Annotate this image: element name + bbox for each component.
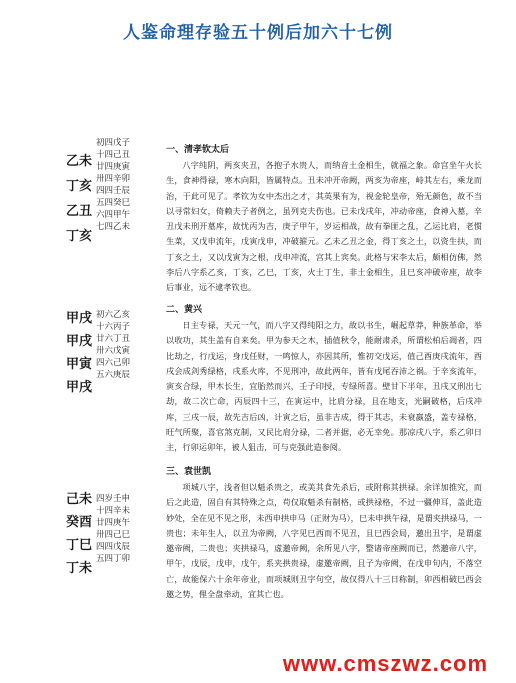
pillar: 己未 [66,492,93,507]
pillar: 丁未 [66,561,93,576]
luck-cycle: 廿四庚寅 [96,162,131,172]
luck-cycle: 卅四己巳 [96,530,131,540]
page-title: 人鉴命理存验五十例后加六十七例 [123,23,393,43]
pillar: 乙未 [66,154,93,169]
section-heading-3: 三、袁世凯 [166,467,212,477]
luck-cycle: 五六庚辰 [96,370,131,380]
section-paragraph-3: 项城八字，浅者但以魁杀贵之，或美其食先杀后，或附称其拱禄。余详加推究，而后之此造，固自有其特殊之点，苟仅取魁杀有制格，或拱禄格，不过一疆伸耳，盖此造妙处，全在见不见之形，未西申拱申马（正财为马），巳未申拱午禄，是谓夹拱禄马，一贵也；未年生人，以丑为帝阙，八字见巳西而不见丑，且巳西会局，邀出丑字，是谓虚邀帝阙，二贵也；夹拱禄马，虚邀帝阙，余所见八字，整诸帝座阙而已，然邀帝八字，甲午，戊辰，戊申，戊午，系夹拱贵禄，虚邀帝阙，且子为帝阙，在戊申句内，不落空亡，故能保六十余年帝业，而项城则丑字句空，故仅得八十三日称制，卯西相破巳西会邀之势，俚全盘牵动，宜其亡也。 [166,482,482,600]
luck-cycle: 四岁壬申 [96,494,131,504]
section-heading-2: 二、黄兴 [166,305,203,315]
luck-cycle: 卅四辛卯 [96,174,131,184]
luck-cycle: 六四甲午 [96,210,131,220]
luck-cycle: 五四癸巳 [96,198,131,208]
pillar: 乙丑 [66,204,93,219]
pillar: 癸酉 [66,515,93,530]
pillar: 甲寅 [66,357,93,372]
luck-cycle: 四四戊辰 [96,542,131,552]
pillar: 丁巳 [66,538,93,553]
luck-cycle: 四六己卯 [96,358,131,368]
luck-cycle: 五四丁卯 [96,554,131,564]
luck-cycle: 初六乙亥 [96,310,131,320]
site-watermark: www.cmszwz.com [282,651,488,676]
luck-cycle: 十四己丑 [96,150,131,160]
pillar: 丁亥 [66,229,93,244]
luck-cycle: 七四乙未 [96,222,131,232]
pillar: 丁亥 [66,179,93,194]
section-heading-1: 一、清孝钦太后 [166,145,230,155]
luck-cycle: 四四壬辰 [96,186,131,196]
luck-cycle: 初四戊子 [96,138,131,148]
pillar: 甲戌 [66,334,93,349]
luck-cycle: 廿六丁丑 [96,334,131,344]
luck-cycle: 十四辛未 [96,506,131,516]
luck-cycle: 廿四庚午 [96,518,131,528]
luck-cycle: 十六丙子 [96,322,131,332]
pillar: 甲戌 [66,311,93,326]
section-paragraph-1: 八字纯阴，两亥夹丑，各抱子水贵人，而纳音土金相生，就福之象。命宫坐午火长生，食神得禄，寒木向阳，皆属特点。丑未冲开帝阙，两亥为帝座，峙其左右，乘龙而治，于此可见了。孝钦为女中杰出之才，其英果有为，视金轮皇帝，殆无颜色，故不当以寻常妇女，倚赖夫子者例之，虽列克夫伤也。已未戊戌年，冲动帝座，食神入墓，辛丑戊未刑开墓库，故忧丙为吉，庚子甲午，岁运相战，故有拳匪之乱，乙运比肩，老惯生菜，又戊申流年，戊寅戊申，冲破箍元。乙未乙丑之金，得丁亥之土，以资生扶，而丁亥之土，又以戊寅为之根，戊申冲流，宫其上宾矣。此格与宋李太后，颇相仿佛，然李后八字系乙亥，丁亥，乙巳，丁亥，火土丁生，非土金相生，且巳亥冲破帝座，故李后事业，远不逮孝钦也。 [166,160,482,293]
section-paragraph-2: 日主专禄，天元一气，而八字又得纯阳之力，故以书生，崛起草莽，种族革命，举以收功，其生盖有自来矣。甲为参天之木，插值秋令，能耐肃杀，所谓松柏后凋者，四比劫之，行戊运，身戊任财，一鸣惊人，亦因其所，惟初交戊运，值己酉庚戌流年，酉戌会成剑秀绿格，戌系火库，不见刑冲，故此两年，皆有戊尾吞沛之祸。于辛亥流年，寅亥合绿，甲木长生，宜胎然而兴，壬子印授，专绿所喜。壁甘下半年，丑戌又刑出七劫，故二次亡命，丙辰四十三，在寅运中，比肩分禄，且在地支，光嗣破格，后戌冲库，三戌一辰，故先吉后凶，计寅之后，虽非吉成，得于其志，未衰嬴盛，盖专禄格，旺气所聚，喜官煞克制，又民比肩分禄，二者并据，必无幸免。那凉戌八字，系乙卯日主，行卯运卯年，被人狙击，可与克强此造参阅。 [166,320,482,453]
luck-cycle: 卅六戊寅 [96,346,131,356]
pillar: 甲戌 [66,380,93,395]
